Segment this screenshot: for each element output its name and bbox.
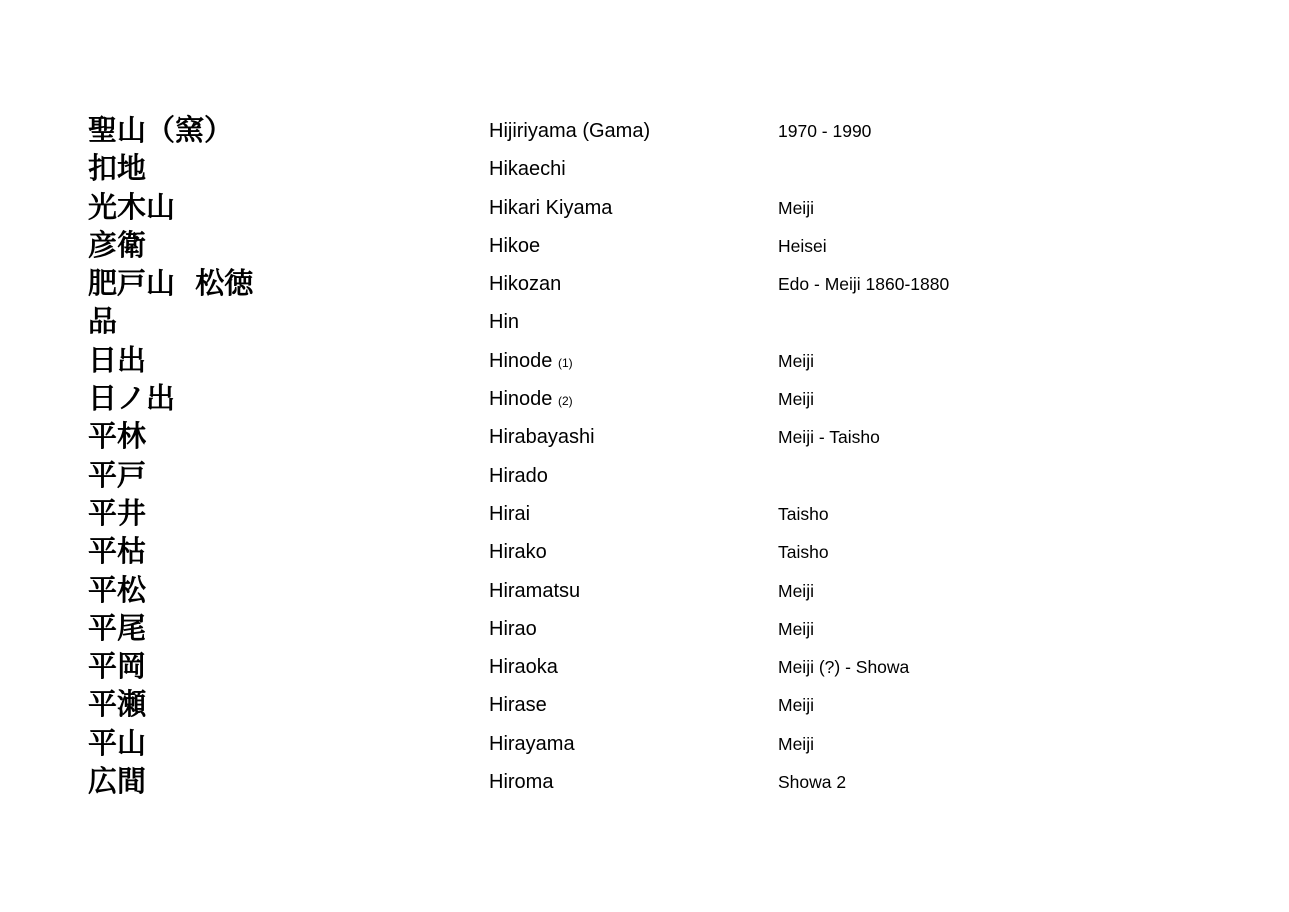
list-item [88, 188, 1238, 226]
romaji-text: Hirado [489, 464, 548, 487]
romaji-text: Hikari Kiyama [489, 196, 613, 219]
kanji-mark: 肥戸山 松徳 [88, 266, 254, 301]
mark-list [88, 111, 1238, 800]
romaji-name [489, 693, 547, 717]
kanji-mark: 日出 [88, 342, 147, 377]
period-text: Showa 2 [778, 772, 847, 793]
romaji-text: Hikozan [489, 273, 562, 296]
romaji-name [489, 310, 519, 334]
kanji-mark: 平尾 [88, 610, 147, 645]
period-text: Edo - Meiji 1860-1880 [778, 274, 950, 295]
romaji-name [489, 272, 561, 296]
romaji-name [489, 234, 540, 258]
kanji-mark: 品 [88, 304, 118, 339]
kanji-mark: 平林 [88, 419, 147, 454]
romaji-name [489, 349, 573, 375]
romaji-text: Hirao [489, 617, 537, 640]
kanji-mark: 平戸 [88, 457, 147, 492]
list-item [88, 149, 1238, 187]
romaji-name [489, 579, 580, 603]
romaji-name [489, 502, 530, 526]
romaji-text: Hiroma [489, 771, 554, 794]
kanji-mark: 広間 [88, 764, 147, 799]
list-item [88, 571, 1238, 609]
period-text: Heisei [778, 235, 827, 256]
list-item [88, 417, 1238, 455]
romaji-name [489, 770, 553, 794]
list-item [88, 609, 1238, 647]
kanji-mark: 光木山 [88, 189, 176, 224]
romaji-text: Hikaechi [489, 158, 566, 181]
romaji-text: Hin [489, 311, 520, 334]
kanji-mark: 聖山（窯） [88, 113, 234, 147]
list-item [88, 685, 1238, 723]
romaji-text: Hiramatsu [489, 579, 581, 602]
kanji-mark: 平瀬 [88, 687, 147, 722]
period-text: Taisho [778, 503, 829, 524]
kanji-mark: 平岡 [88, 649, 147, 684]
kanji-mark: 平井 [88, 495, 147, 530]
romaji-text: Hirai [489, 502, 531, 525]
period-text: Taisho [778, 542, 829, 563]
period-text: Meiji [778, 580, 814, 601]
list-item [88, 264, 1238, 302]
romaji-name [489, 157, 566, 181]
romaji-name [489, 387, 573, 413]
romaji-text: Hirayama [489, 732, 575, 755]
list-item [88, 647, 1238, 685]
period-text: Meiji [778, 618, 814, 639]
list-item [88, 456, 1238, 494]
kanji-mark: 平松 [88, 572, 147, 607]
variant-note: (2) [557, 394, 573, 409]
list-item [88, 341, 1238, 379]
kanji-mark: 扣地 [88, 151, 147, 186]
period-text: Meiji [778, 695, 814, 716]
list-item [88, 226, 1238, 264]
romaji-text: Hirase [489, 694, 547, 717]
list-item [88, 111, 1238, 149]
period-text: Meiji (?) - Showa [778, 657, 910, 678]
romaji-text: Hikoe [489, 234, 541, 257]
romaji-text: Hirabayashi [489, 426, 595, 449]
period-text: Meiji [778, 733, 814, 754]
romaji-text: Hinode [489, 388, 553, 411]
period-text: Meiji [778, 197, 814, 218]
romaji-text: Hirako [489, 541, 547, 564]
romaji-name [489, 540, 547, 564]
romaji-name [489, 196, 612, 220]
list-item [88, 724, 1238, 762]
romaji-name [489, 617, 537, 641]
period-text: Meiji - Taisho [778, 427, 880, 448]
romaji-name [489, 119, 650, 143]
list-item [88, 302, 1238, 340]
romaji-text: Hijiriyama (Gama) [489, 120, 651, 142]
list-item [88, 532, 1238, 570]
period-text: Meiji [778, 350, 814, 371]
romaji-text: Hiraoka [489, 656, 558, 679]
romaji-name [489, 464, 548, 488]
list-item [88, 379, 1238, 417]
period-text: 1970 - 1990 [778, 121, 872, 141]
romaji-name [489, 655, 558, 679]
romaji-name [489, 732, 575, 756]
kanji-mark: 平山 [88, 725, 147, 760]
romaji-text: Hinode [489, 349, 553, 372]
kanji-mark: 平枯 [88, 534, 147, 569]
romaji-name [489, 425, 595, 449]
kanji-mark: 日ノ出 [88, 381, 176, 416]
kanji-mark: 彦衛 [88, 227, 147, 262]
variant-note: (1) [557, 355, 573, 370]
period-text: Meiji [778, 389, 814, 410]
list-item [88, 494, 1238, 532]
list-item [88, 762, 1238, 800]
